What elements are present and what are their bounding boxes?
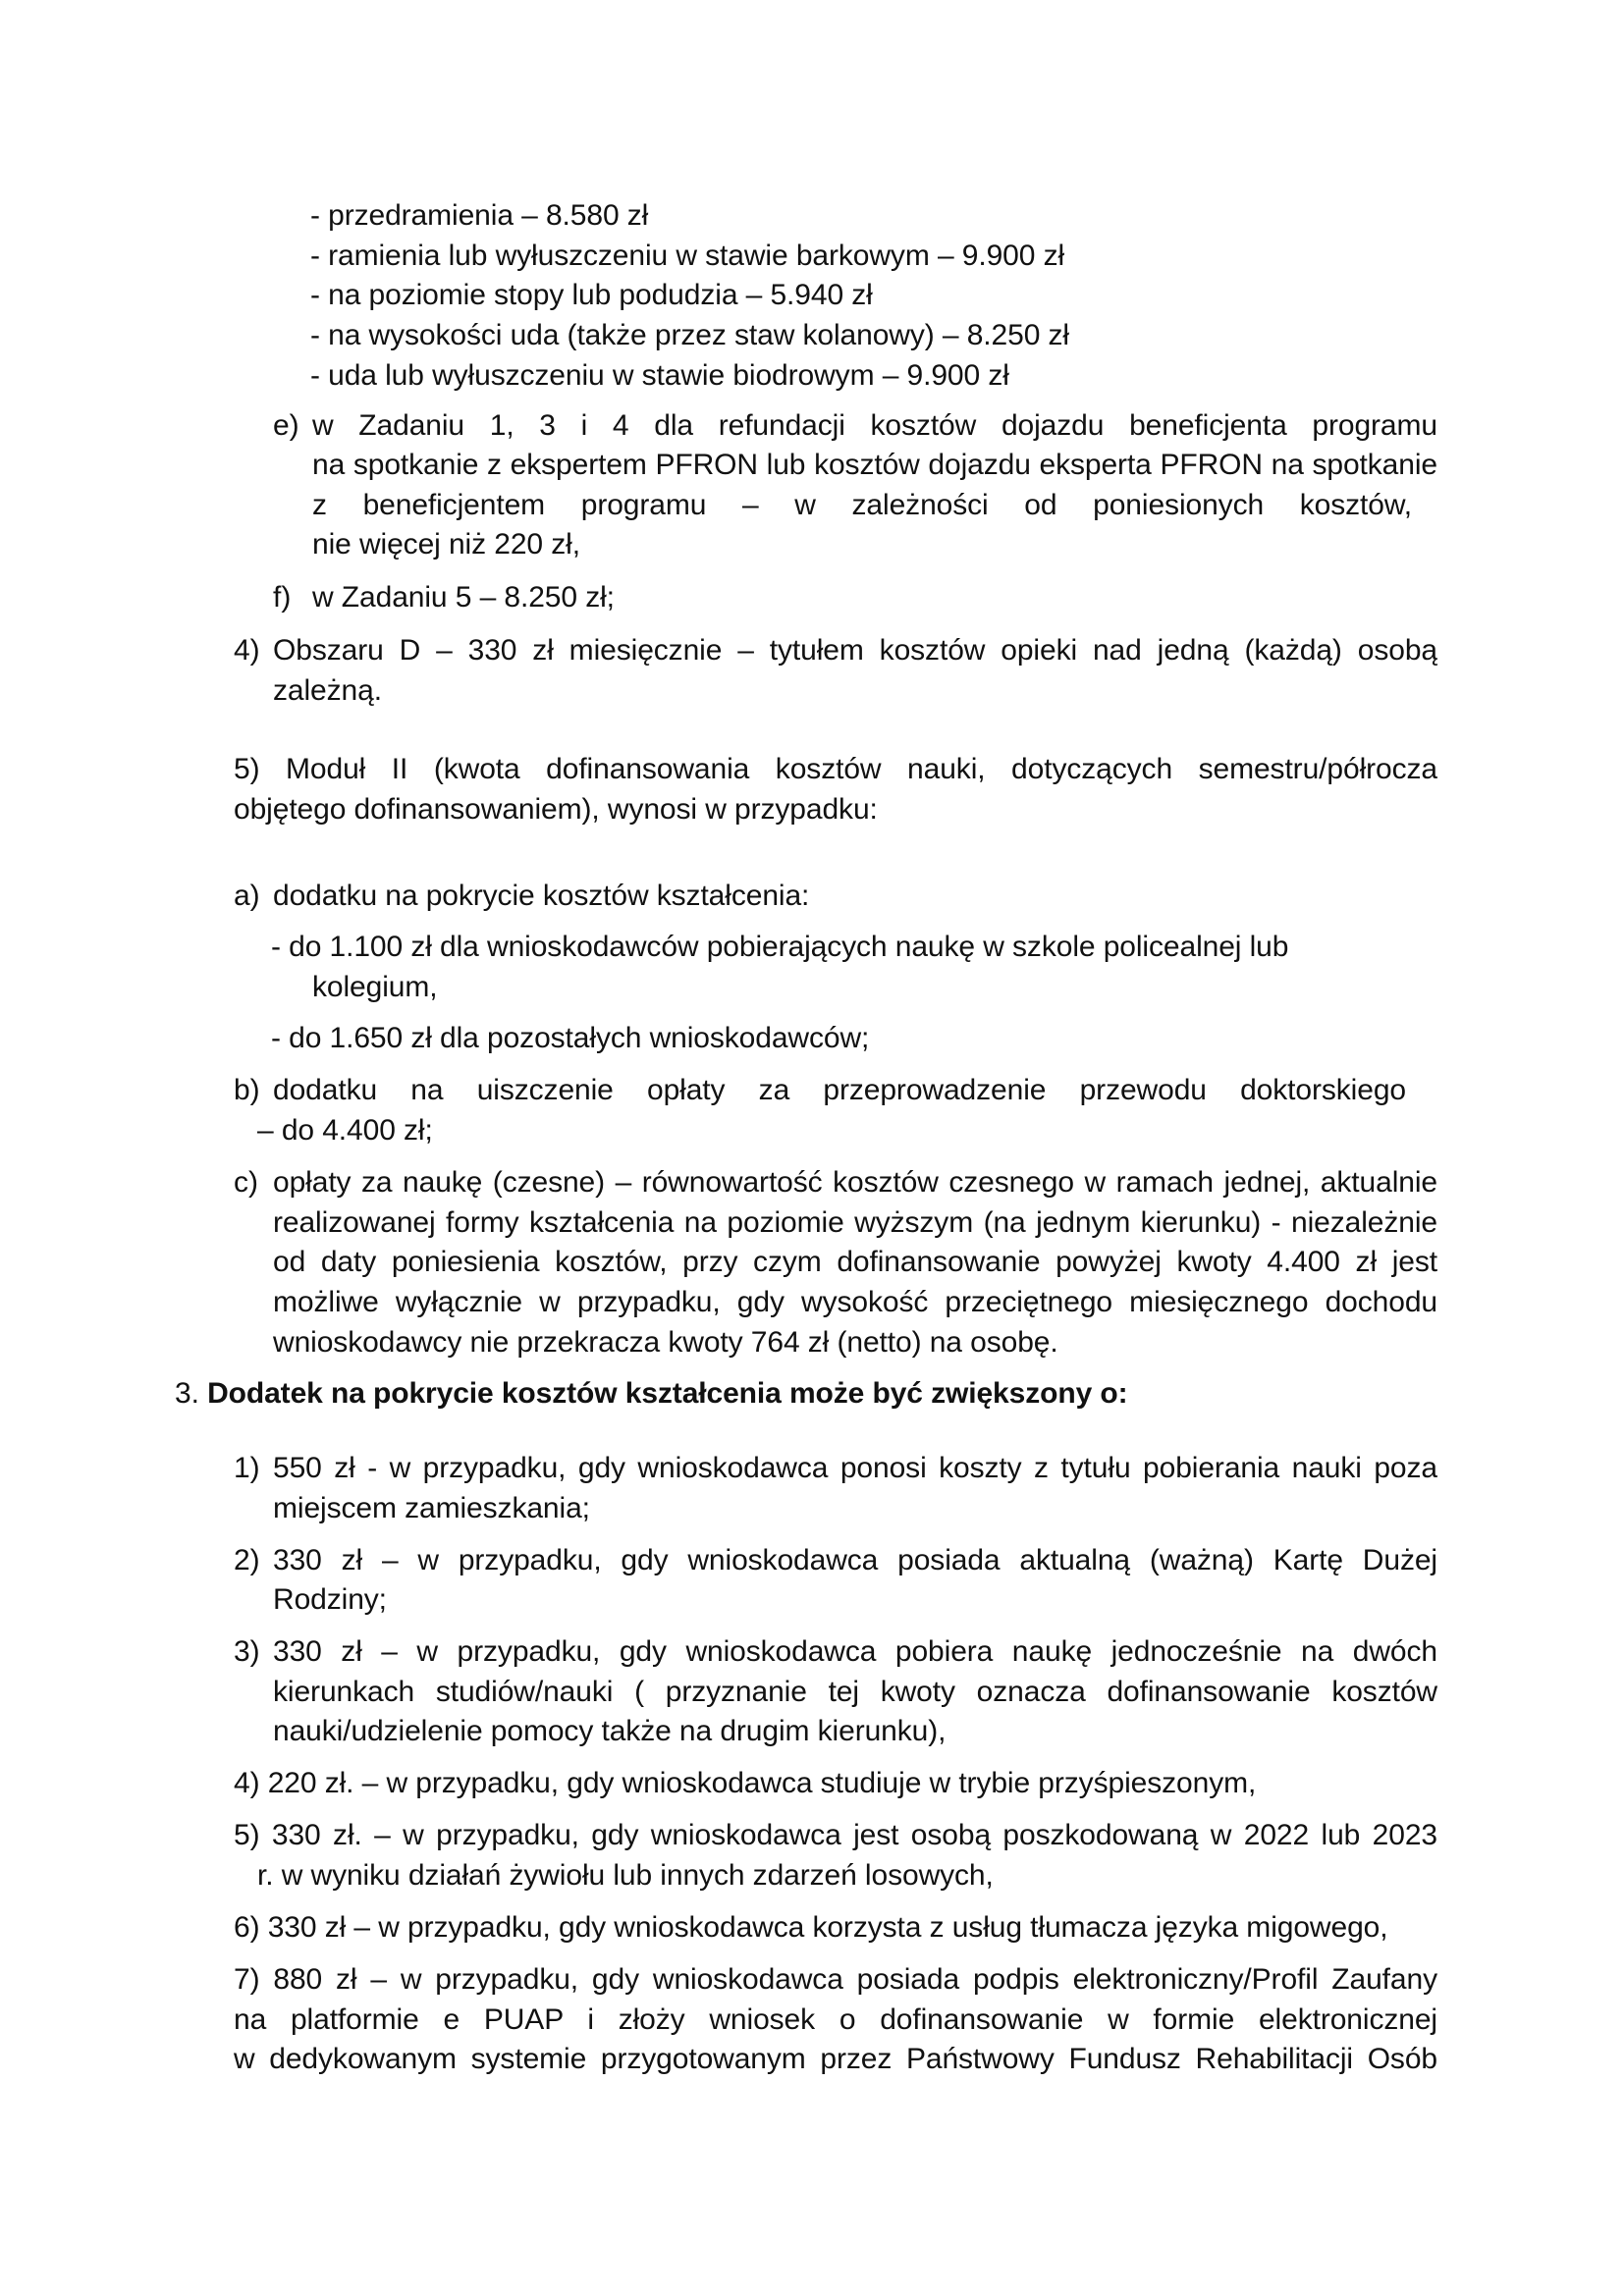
item-a-sub-line: kolegium, (312, 971, 438, 1003)
section-heading (175, 1374, 1128, 1414)
item-e-line: z beneficjentem programu – w zależności od poniesionych kosztów, (312, 489, 1412, 521)
item-4-line: Obszaru D – 330 zł miesięcznie – tytułem kosztów opieki nad jedną (każdą) osobą (273, 634, 1437, 667)
list-marker: c) (234, 1166, 258, 1199)
inc-2-line: 330 zł – w przypadku, gdy wnioskodawca posiada aktualną (ważną) Kartę Dużej (273, 1544, 1437, 1576)
item-c-line: możliwe wyłącznie w przypadku, gdy wysokość przeciętnego miesięcznego dochodu (273, 1286, 1437, 1318)
amputation-item: - uda lub wyłuszczeniu w stawie biodrowym – 9.900 zł (310, 359, 1009, 392)
inc-5-line: r. w wyniku działań żywiołu lub innych zdarzeń losowych, (257, 1859, 994, 1892)
item-f-text: w Zadaniu 5 – 8.250 zł; (312, 581, 615, 614)
section-title: Dodatek na pokrycie kosztów kształcenia może być zwiększony o: (207, 1377, 1128, 1410)
item-c-line: wnioskodawcy nie przekracza kwoty 764 zł (netto) na osobę. (273, 1326, 1058, 1359)
inc-7-line: w dedykowanym systemie przygotowanym przez Państwowy Fundusz Rehabilitacji Osób (234, 2043, 1437, 2075)
list-marker: 2) (234, 1544, 260, 1576)
list-marker: b) (234, 1074, 260, 1106)
amputation-item: - na wysokości uda (także przez staw kolanowy) – 8.250 zł (310, 319, 1069, 351)
item-5-line: objętego dofinansowaniem), wynosi w przypadku: (234, 793, 878, 826)
item-a-sub-line: - do 1.100 zł dla wnioskodawców pobierających naukę w szkole policealnej lub (271, 931, 1289, 963)
list-marker: 3) (234, 1635, 260, 1668)
inc-3-line: kierunkach studiów/nauki ( przyznanie tej kwoty oznacza dofinansowanie kosztów (273, 1676, 1437, 1708)
list-marker: 4) (234, 634, 260, 667)
item-5-line: 5) Moduł II (kwota dofinansowania kosztów nauki, dotyczących semestru/półrocza (234, 753, 1437, 785)
list-marker: f) (273, 581, 292, 614)
inc-7-line: na platformie e PUAP i złoży wniosek o dofinansowanie w formie elektronicznej (234, 2003, 1437, 2036)
list-marker: 1) (234, 1452, 260, 1484)
item-4-line: zależną. (273, 674, 382, 707)
inc-4-text: 4) 220 zł. – w przypadku, gdy wnioskodawca studiuje w trybie przyśpieszonym, (234, 1767, 1257, 1799)
item-e-line: nie więcej niż 220 zł, (312, 528, 580, 561)
amputation-item: - na poziomie stopy lub podudzia – 5.940 zł (310, 279, 873, 311)
inc-1-line: miejscem zamieszkania; (273, 1492, 590, 1524)
item-a-text: dodatku na pokrycie kosztów kształcenia: (273, 880, 810, 912)
inc-7-line: 7) 880 zł – w przypadku, gdy wnioskodawca posiada podpis elektroniczny/Profil Zaufany (234, 1963, 1437, 1996)
list-marker: e) (273, 409, 299, 442)
item-e-line: na spotkanie z ekspertem PFRON lub kosztów dojazdu eksperta PFRON na spotkanie (312, 449, 1437, 481)
amputation-item: - ramienia lub wyłuszczeniu w stawie barkowym – 9.900 zł (310, 240, 1065, 272)
inc-1-line: 550 zł - w przypadku, gdy wnioskodawca ponosi koszty z tytułu pobierania nauki poza (273, 1452, 1437, 1484)
item-c-line: od daty poniesienia kosztów, przy czym dofinansowanie powyżej kwoty 4.400 zł jest (273, 1246, 1437, 1278)
item-c-line: opłaty za naukę (czesne) – równowartość kosztów czesnego w ramach jednej, aktualnie (273, 1166, 1437, 1199)
section-number: 3. (175, 1377, 199, 1410)
item-b-line: – do 4.400 zł; (257, 1114, 433, 1147)
list-marker: a) (234, 880, 260, 912)
inc-5-line: 5) 330 zł. – w przypadku, gdy wnioskodawca jest osobą poszkodowaną w 2022 lub 2023 (234, 1819, 1437, 1851)
inc-3-line: 330 zł – w przypadku, gdy wnioskodawca pobiera naukę jednocześnie na dwóch (273, 1635, 1437, 1668)
item-e-line: w Zadaniu 1, 3 i 4 dla refundacji kosztów dojazdu beneficjenta programu (312, 409, 1437, 442)
item-c-line: realizowanej formy kształcenia na poziomie wyższym (na jednym kierunku) - niezależnie (273, 1206, 1437, 1239)
inc-3-line: nauki/udzielenie pomocy także na drugim kierunku), (273, 1715, 947, 1747)
inc-2-line: Rodziny; (273, 1583, 387, 1616)
item-b-line: dodatku na uiszczenie opłaty za przeprowadzenie przewodu doktorskiego (273, 1074, 1406, 1106)
item-a-sub-line: - do 1.650 zł dla pozostałych wnioskodawców; (271, 1022, 870, 1054)
amputation-item: - przedramienia – 8.580 zł (310, 199, 649, 232)
inc-6-text: 6) 330 zł – w przypadku, gdy wnioskodawca korzysta z usług tłumacza języka migowego, (234, 1911, 1388, 1944)
